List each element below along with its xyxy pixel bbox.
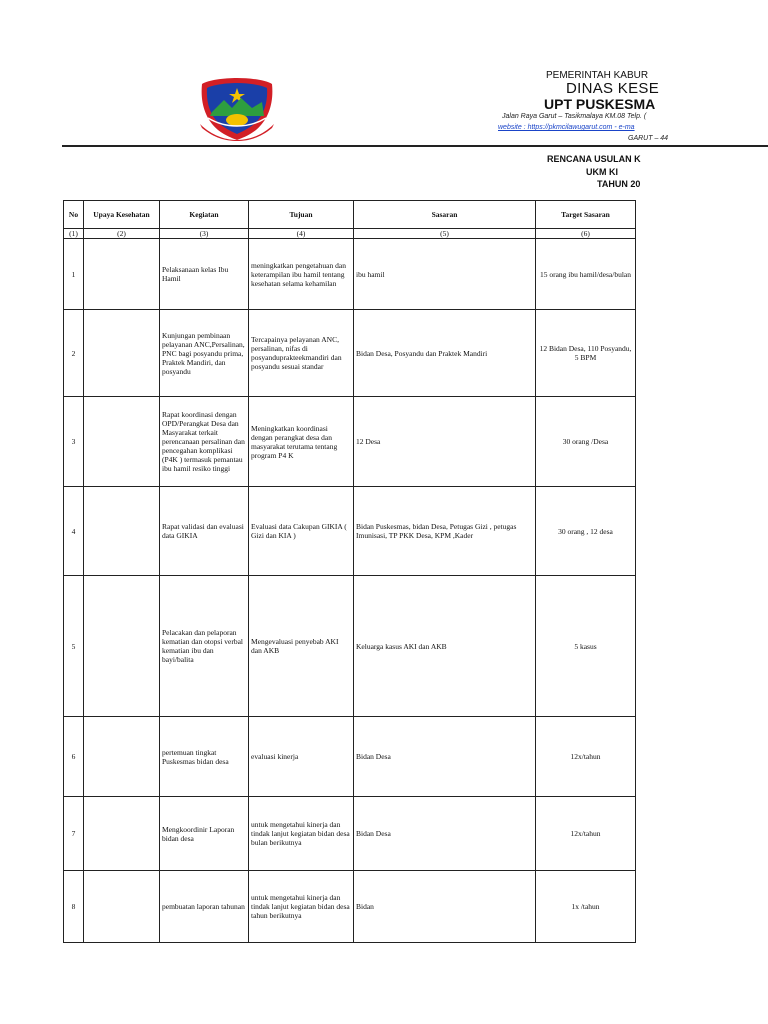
city-line: GARUT – 44 [628,135,669,142]
cell-target: 30 orang , 12 desa [536,487,636,576]
column-number: (5) [354,229,536,239]
table-row [64,239,636,310]
cell-no: 3 [64,397,84,487]
agency-name: DINAS KESE [566,80,660,97]
cell-kegiatan: pembuatan laporan tahunan [160,871,249,943]
letterhead [440,68,768,148]
cell-no: 1 [64,239,84,310]
header-sasaran: Sasaran [354,201,536,229]
cell-kegiatan: Pelacakan dan pelaporan kematian dan otopsi verbal kematian ibu dan bayi/balita [160,576,249,717]
document-title-block [400,152,768,192]
cell-upaya [84,239,160,310]
cell-sasaran: Bidan [354,871,536,943]
website-link[interactable]: website : https://pkmcilawugarut.com - e-ma [498,124,635,131]
cell-tujuan: evaluasi kinerja [249,717,354,797]
cell-upaya [84,576,160,717]
cell-tujuan: Mengevaluasi penyebab AKI dan AKB [249,576,354,717]
cell-upaya [84,797,160,871]
cell-upaya [84,310,160,397]
cell-no: 4 [64,487,84,576]
table-row [64,717,636,797]
cell-upaya [84,487,160,576]
cell-upaya [84,871,160,943]
column-number: (6) [536,229,636,239]
column-number: (3) [160,229,249,239]
address-line: Jalan Raya Garut – Tasikmalaya KM.08 Telp. ( [502,113,647,120]
puskesmas-name: UPT PUSKESMA [544,96,656,112]
table-row [64,487,636,576]
cell-kegiatan: pertemuan tingkat Puskesmas bidan desa [160,717,249,797]
header-kegiatan: Kegiatan [160,201,249,229]
cell-target: 15 orang ibu hamil/desa/bulan [536,239,636,310]
cell-sasaran: Bidan Desa, Posyandu dan Praktek Mandiri [354,310,536,397]
cell-target: 1x /tahun [536,871,636,943]
document-year: TAHUN 20 [597,179,641,189]
header-target: Target Sasaran [536,201,636,229]
cell-target: 30 orang /Desa [536,397,636,487]
table-row [64,576,636,717]
cell-upaya [84,717,160,797]
header-no: No [64,201,84,229]
header-upaya: Upaya Kesehatan [84,201,160,229]
cell-tujuan: Tercapainya pelayanan ANC, persalinan, nifas di posyanduprakteekmandiri dan posyandu sesuai standar [249,310,354,397]
column-number: (1) [64,229,84,239]
cell-kegiatan: Mengkoordinir Laporan bidan desa [160,797,249,871]
cell-target: 12 Bidan Desa, 110 Posyandu, 5 BPM [536,310,636,397]
cell-sasaran: Bidan Desa [354,797,536,871]
cell-tujuan: Meningkatkan koordinasi dengan perangkat desa dan masyarakat terutama tentang program P4 K [249,397,354,487]
table-row [64,797,636,871]
cell-no: 2 [64,310,84,397]
cell-tujuan: untuk mengetahui kinerja dan tindak lanjut kegiatan bidan desa tahun berikutnya [249,871,354,943]
table-row [64,397,636,487]
regency-emblem-logo [194,74,280,142]
cell-no: 6 [64,717,84,797]
cell-sasaran: Keluarga kasus AKI dan AKB [354,576,536,717]
letterhead-divider [62,145,768,147]
cell-target: 5 kasus [536,576,636,717]
cell-kegiatan: Pelaksanaan kelas Ibu Hamil [160,239,249,310]
column-number: (4) [249,229,354,239]
column-number-row [64,229,636,239]
cell-no: 7 [64,797,84,871]
cell-tujuan: Evaluasi data Cakupan GIKIA ( Gizi dan KIA ) [249,487,354,576]
document-subtitle: UKM KI [586,167,618,177]
cell-kegiatan: Rapat koordinasi dengan OPD/Perangkat Desa dan Masyarakat terkait perencanaan persalinan dan pencegahan komplikasi (P4K ) termasuk pemantau ibu hamil resiko tinggi [160,397,249,487]
cell-tujuan: untuk mengetahui kinerja dan tindak lanjut kegiatan bidan desa bulan berikutnya [249,797,354,871]
government-name: PEMERINTAH KABUR [546,70,649,81]
column-number: (2) [84,229,160,239]
cell-kegiatan: Rapat validasi dan evaluasi data GIKIA [160,487,249,576]
cell-target: 12x/tahun [536,717,636,797]
cell-sasaran: Bidan Desa [354,717,536,797]
cell-sasaran: Bidan Puskesmas, bidan Desa, Petugas Gizi , petugas Imunisasi, TP PKK Desa, KPM ,Kader [354,487,536,576]
header-tujuan: Tujuan [249,201,354,229]
emblem-icon [194,74,280,142]
cell-target: 12x/tahun [536,797,636,871]
cell-tujuan: meningkatkan pengetahuan dan keterampilan ibu hamil tentang kesehatan selama kehamilan [249,239,354,310]
cell-no: 5 [64,576,84,717]
cell-sasaran: 12 Desa [354,397,536,487]
cell-no: 8 [64,871,84,943]
table-row [64,871,636,943]
cell-sasaran: ibu hamil [354,239,536,310]
cell-upaya [84,397,160,487]
table-row [64,310,636,397]
cell-kegiatan: Kunjungan pembinaan pelayanan ANC,Persalinan, PNC bagi posyandu prima, Praktek Mandiri, dan posyandu [160,310,249,397]
activity-plan-table [63,200,636,943]
table-header-row [64,201,636,229]
document-title: RENCANA USULAN K [547,154,641,164]
